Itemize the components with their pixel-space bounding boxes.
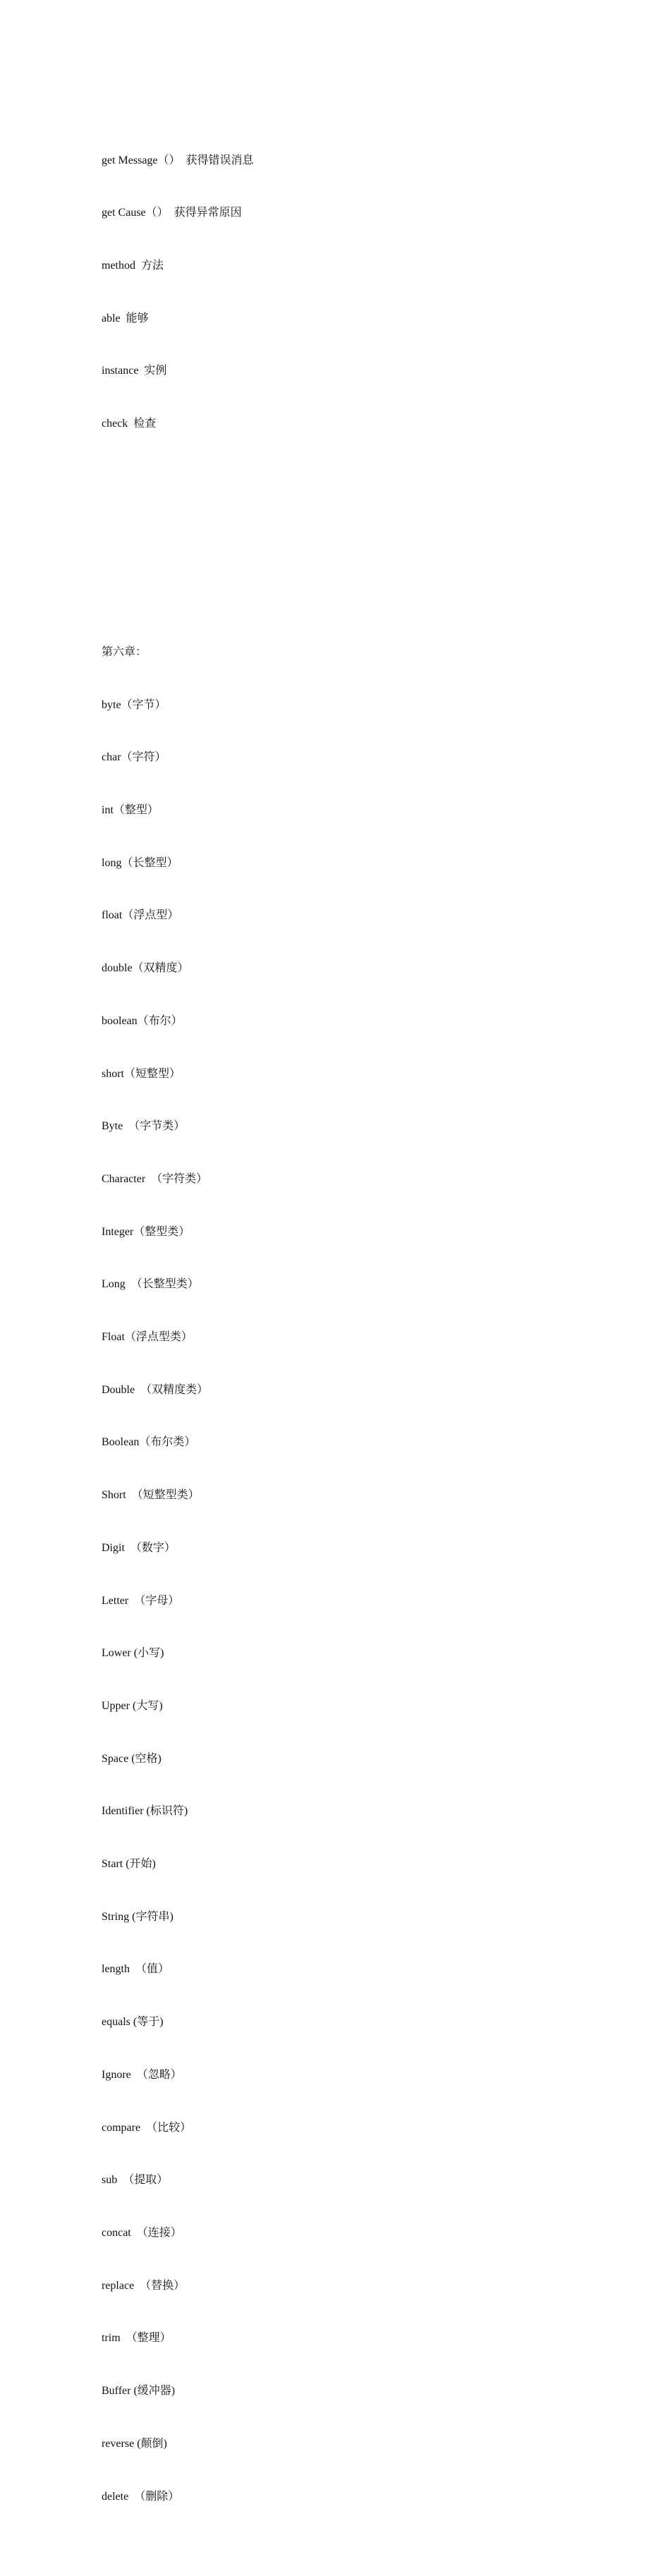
vocab-line: trim （整理） (102, 2332, 171, 2345)
vocab-line: instance 实例 (102, 365, 167, 377)
vocab-line: sub （提取） (102, 2174, 169, 2187)
vocab-line: length （值） (102, 1963, 169, 1976)
vocabulary-list-section-1 (102, 117, 254, 468)
section-spacer (102, 521, 254, 557)
vocab-line: float（浮点型） (102, 909, 179, 922)
vocab-line: Space (空格) (102, 1752, 162, 1765)
vocab-line: reverse (颠倒) (102, 2437, 167, 2450)
vocab-line: Buffer (缓冲器) (102, 2385, 176, 2398)
vocab-line: Integer（整型类） (102, 1225, 190, 1238)
vocab-line: Double （双精度类） (102, 1383, 209, 1396)
vocab-line: Float（浮点型类） (102, 1331, 193, 1344)
vocab-line: Letter （字母） (102, 1594, 180, 1607)
vocab-line: able 能够 (102, 312, 149, 324)
vocab-line: double（双精度） (102, 962, 189, 975)
vocab-line: int（整型） (102, 804, 159, 816)
vocab-line: replace （替换） (102, 2279, 185, 2292)
vocab-line: Ignore （忽略） (102, 2068, 182, 2081)
vocab-line: Identifier (标识符) (102, 1805, 188, 1818)
vocab-line: Boolean（布尔类） (102, 1436, 196, 1449)
vocabulary-list-section-2 (102, 609, 254, 2541)
vocab-line: Upper (大写) (102, 1699, 163, 1712)
chapter-heading: 第六章： (102, 645, 147, 658)
vocab-line: boolean（布尔） (102, 1014, 183, 1027)
vocab-line: get Message（） 获得错误消息 (102, 154, 254, 166)
vocab-line: Long （长整型类） (102, 1278, 199, 1291)
vocab-line: delete （删除） (102, 2490, 180, 2503)
vocab-line: Digit （数字） (102, 1541, 176, 1554)
vocab-line: Short （短整型类） (102, 1489, 200, 1502)
vocab-line: char（字符） (102, 751, 166, 764)
vocab-line: Character （字符类） (102, 1172, 208, 1185)
vocab-line: equals (等于) (102, 2016, 164, 2029)
vocab-line: Byte （字节类） (102, 1120, 185, 1133)
vocab-line: long（长整型） (102, 856, 178, 869)
vocab-line: byte（字节） (102, 698, 166, 711)
vocab-line: concat （连接） (102, 2226, 182, 2239)
vocab-line: compare （比较） (102, 2121, 192, 2134)
document-body (102, 82, 254, 2576)
vocab-line: short（短整型） (102, 1067, 181, 1080)
vocab-line: method 方法 (102, 260, 164, 272)
vocab-line: String (字符串) (102, 1910, 173, 1923)
vocab-line: check 检查 (102, 418, 157, 430)
vocab-line: Lower (小写) (102, 1647, 164, 1660)
vocab-line: Start (开始) (102, 1858, 156, 1871)
vocab-line: get Cause（） 获得异常原因 (102, 207, 242, 219)
